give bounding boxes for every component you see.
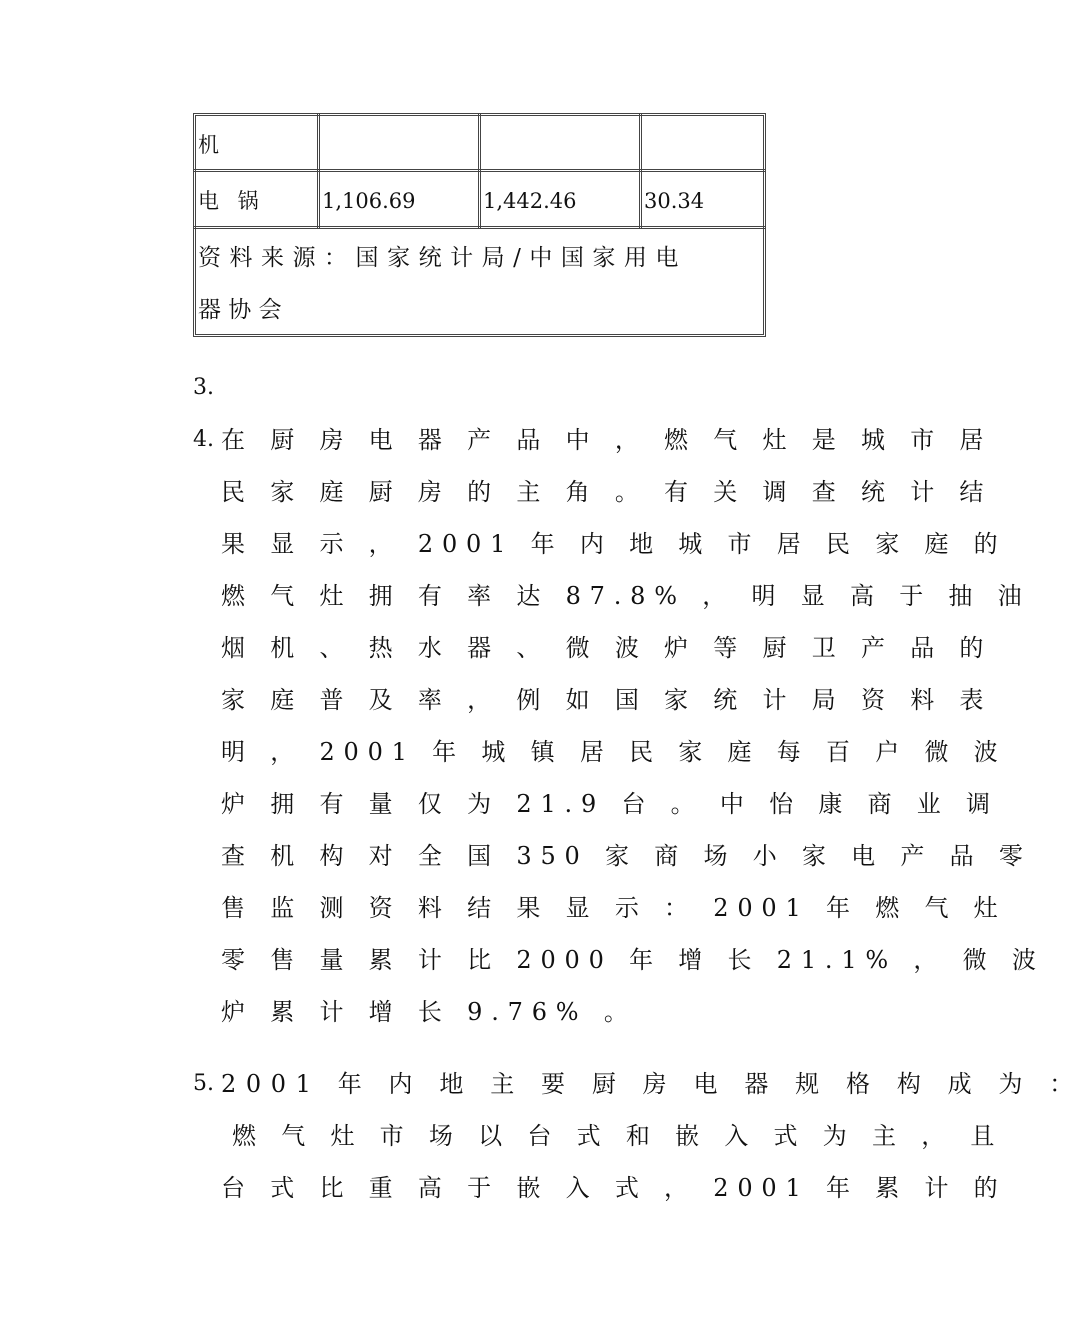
- paragraph-line: 在 厨 房 电 器 产 品 中 ， 燃 气 灶 是 城 市 居: [221, 426, 993, 454]
- paragraph-line: 明 ， 2001 年 城 镇 居 民 家 庭 每 百 户 微 波: [221, 738, 1007, 766]
- table-cell: 电 锅: [198, 189, 265, 213]
- paragraph-line: 烟 机 、 热 水 器 、 微 波 炉 等 厨 卫 产 品 的: [221, 634, 993, 662]
- table-cell: 机: [198, 133, 219, 157]
- table-cell: 30.34: [644, 189, 705, 213]
- table-source-line: 资 料 来 源 ： 国 家 统 计 局 / 中 国 家 用 电: [198, 245, 680, 271]
- table-source-line: 器 协 会: [198, 297, 282, 323]
- table-row-divider: [193, 226, 766, 229]
- table-row-divider: [193, 169, 766, 172]
- paragraph-line: 燃 气 灶 拥 有 率 达 87.8% ， 明 显 高 于 抽 油: [221, 582, 1031, 610]
- paragraph-line: 燃 气 灶 市 场 以 台 式 和 嵌 入 式 为 主 ， 且: [232, 1122, 1004, 1150]
- paragraph-line: 民 家 庭 厨 房 的 主 角 。 有 关 调 查 统 计 结: [221, 478, 993, 506]
- paragraph-line: 查 机 构 对 全 国 350 家 商 场 小 家 电 产 品 零: [221, 842, 1032, 870]
- table-cell: 1,106.69: [322, 189, 416, 213]
- list-number: 4.: [193, 427, 214, 452]
- paragraph-line: 家 庭 普 及 率 ， 例 如 国 家 统 计 局 资 料 表: [221, 686, 993, 714]
- paragraph-line: 售 监 测 资 料 结 果 显 示 ： 2001 年 燃 气 灶: [221, 894, 1007, 922]
- paragraph-line: 炉 累 计 增 长 9.76% 。: [221, 998, 637, 1026]
- paragraph-line: 炉 拥 有 量 仅 为 21.9 台 。 中 怡 康 商 业 调: [221, 790, 999, 818]
- list-number: 3.: [193, 375, 214, 400]
- paragraph-line: 2001 年 内 地 主 要 厨 房 电 器 规 格 构 成 为 ：: [221, 1070, 1083, 1098]
- paragraph-line: 台 式 比 重 高 于 嵌 入 式 ， 2001 年 累 计 的: [221, 1174, 1007, 1202]
- list-number: 5.: [193, 1071, 214, 1096]
- table-cell: 1,442.46: [483, 189, 577, 213]
- paragraph-line: 零 售 量 累 计 比 2000 年 增 长 21.1% ， 微 波: [221, 946, 1045, 974]
- paragraph-line: 果 显 示 ， 2001 年 内 地 城 市 居 民 家 庭 的: [221, 530, 1007, 558]
